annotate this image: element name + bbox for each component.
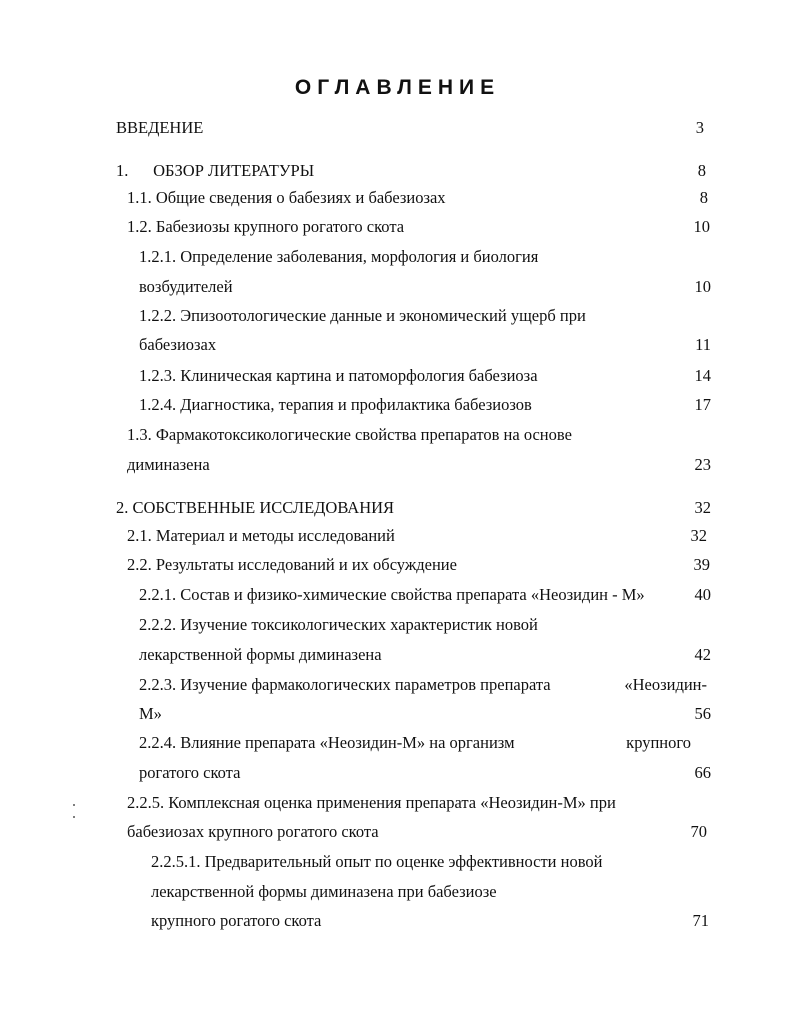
toc-entry-text: 2. СОБСТВЕННЫЕ ИССЛЕДОВАНИЯ <box>116 498 395 517</box>
toc-entry-page: 23 <box>694 455 711 474</box>
toc-entry-page: 32 <box>694 498 711 517</box>
toc-entry-page: 14 <box>694 366 711 385</box>
toc-entry[interactable] <box>0 585 795 607</box>
toc-entry-page: 40 <box>694 585 711 604</box>
toc-entry-text: 1.2. Бабезиозы крупного рогатого скота <box>127 217 405 236</box>
toc-entry-text: 1.2.3. Клиническая картина и патоморфология бабезиоза <box>139 366 538 385</box>
toc-entry[interactable] <box>0 882 795 904</box>
toc-entry[interactable] <box>0 675 795 697</box>
toc-entry-page: «Неозидин- <box>624 675 707 694</box>
toc-entry[interactable] <box>0 425 795 447</box>
toc-entry[interactable] <box>0 247 795 269</box>
toc-entry[interactable] <box>0 335 795 357</box>
toc-entry-text: 1.2.4. Диагностика, терапия и профилактика бабезиозов <box>139 395 532 414</box>
toc-entry-page: 66 <box>694 763 711 782</box>
toc-entry-text: 2.2. Результаты исследований и их обсуждение <box>127 555 457 574</box>
toc-entry[interactable] <box>0 615 795 637</box>
toc-entry-page: 8 <box>699 188 708 207</box>
toc-entry[interactable] <box>0 455 795 477</box>
toc-entry-text: бабезиозах <box>139 335 217 354</box>
toc-entry[interactable] <box>0 793 795 815</box>
toc-entry[interactable] <box>0 366 795 388</box>
toc-entry[interactable] <box>0 555 795 577</box>
toc-entry-text: 1. ОБЗОР ЛИТЕРАТУРЫ <box>116 161 315 180</box>
toc-entry-page: 3 <box>695 118 704 137</box>
toc-entry[interactable] <box>0 217 795 239</box>
toc-entry-text: 2.2.5.1. Предварительный опыт по оценке эффективности новой <box>151 852 603 871</box>
toc-entry-text: диминазена <box>127 455 210 474</box>
toc-entry-text: лекарственной формы диминазена <box>139 645 382 664</box>
toc-entry-page: 39 <box>693 555 710 574</box>
toc-entry-text: 2.2.2. Изучение токсикологических характеристик новой <box>139 615 538 634</box>
toc-entry[interactable] <box>0 704 795 726</box>
toc-entry[interactable] <box>0 763 795 785</box>
toc-entry[interactable] <box>0 645 795 667</box>
toc-entry-page: 56 <box>694 704 711 723</box>
toc-entry-page: 17 <box>694 395 711 414</box>
toc-entry[interactable] <box>0 277 795 299</box>
toc-entry-text: 2.2.1. Состав и физико-химические свойства препарата «Неозидин - М» <box>139 585 645 604</box>
toc-entry[interactable] <box>0 395 795 417</box>
toc-entry-text: 1.1. Общие сведения о бабезиях и бабезиозах <box>127 188 446 207</box>
toc-entry-text: 2.2.5. Комплексная оценка применения препарата «Неозидин-М» при <box>127 793 616 812</box>
toc-entry-text: возбудителей <box>139 277 233 296</box>
toc-entry[interactable] <box>0 852 795 874</box>
toc-entry[interactable] <box>0 498 795 520</box>
toc-entry-text: крупного рогатого скота <box>151 911 322 930</box>
toc-entry[interactable] <box>0 118 795 140</box>
toc-entry[interactable] <box>0 526 795 548</box>
toc-entry-text: рогатого скота <box>139 763 241 782</box>
toc-entry-text: 1.3. Фармакотоксикологические свойства препаратов на основе <box>127 425 572 444</box>
toc-entry-page: 32 <box>690 526 707 545</box>
toc-entry-page: крупного <box>626 733 691 752</box>
toc-entry[interactable] <box>0 188 795 210</box>
toc-entry-text: бабезиозах крупного рогатого скота <box>127 822 379 841</box>
toc-entry-text: М» <box>139 704 162 723</box>
toc-entry-page: 42 <box>694 645 711 664</box>
toc-entry-text: 2.2.3. Изучение фармакологических параметров препарата <box>139 675 551 694</box>
toc-entry[interactable] <box>0 733 795 755</box>
toc-entry[interactable] <box>0 306 795 328</box>
toc-entry-text: 2.2.4. Влияние препарата «Неозидин-М» на организм <box>139 733 515 752</box>
toc-entry[interactable] <box>0 911 795 933</box>
toc-entry-page: 71 <box>692 911 709 930</box>
toc-entry-text: лекарственной формы диминазена при бабезиозе <box>151 882 497 901</box>
toc-entry[interactable] <box>0 822 795 844</box>
scan-speck <box>73 816 75 818</box>
toc-entry-text: ВВЕДЕНИЕ <box>116 118 204 137</box>
toc-entry-page: 8 <box>697 161 706 180</box>
toc-entry[interactable] <box>0 161 795 183</box>
toc-entry-text: 1.2.1. Определение заболевания, морфология и биология <box>139 247 539 266</box>
toc-entry-page: 10 <box>693 217 710 236</box>
toc-entry-page: 11 <box>695 335 711 354</box>
toc-entry-text: 2.1. Материал и методы исследований <box>127 526 395 545</box>
toc-entry-page: 70 <box>690 822 707 841</box>
scan-speck <box>73 804 75 806</box>
page-title: ОГЛАВЛЕНИЕ <box>294 76 501 99</box>
toc-entry-text: 1.2.2. Эпизоотологические данные и экономический ущерб при <box>139 306 586 325</box>
toc-entry-page: 10 <box>694 277 711 296</box>
